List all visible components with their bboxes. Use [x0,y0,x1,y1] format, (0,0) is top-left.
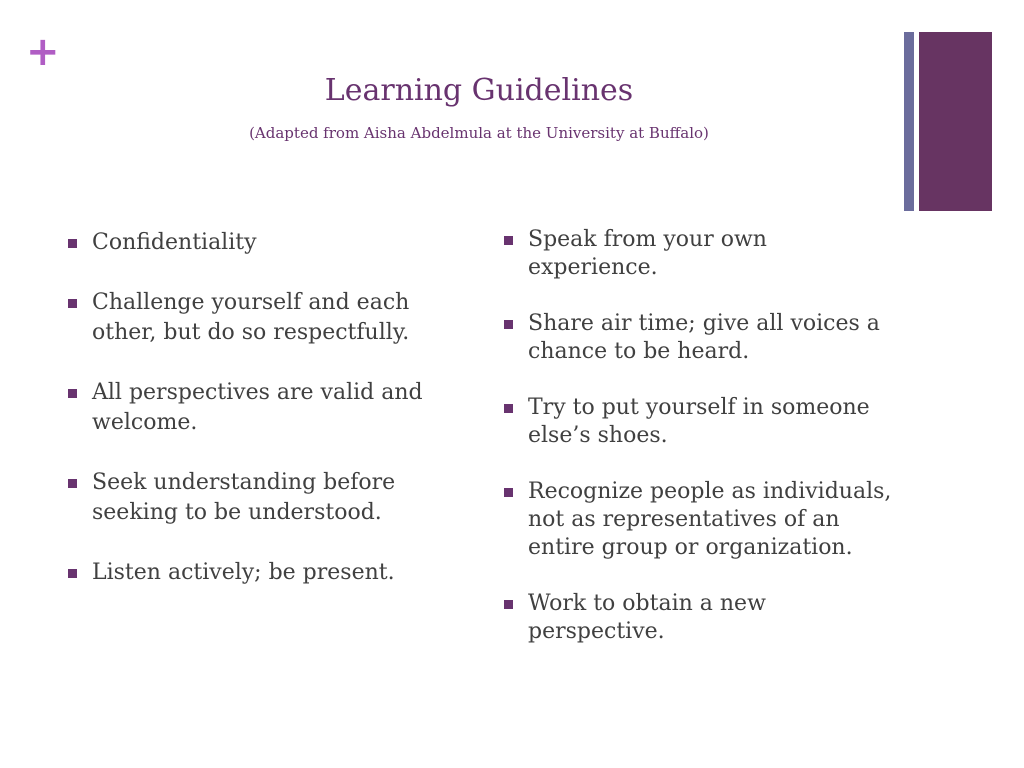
slide-subtitle: (Adapted from Aisha Abdelmula at the University at Buffalo) [249,124,709,142]
bullet-text: Work to obtain a new perspective. [528,591,766,644]
bullet-item [503,590,903,646]
square-bullet-icon [504,600,513,609]
bullet-text: Try to put yourself in someone else’s shoes. [528,395,870,448]
square-bullet-icon [504,236,513,245]
bullet-item [503,310,903,366]
plus-icon: + [26,29,60,75]
square-bullet-icon [68,569,77,578]
square-bullet-icon [504,404,513,413]
bullet-item [503,478,903,562]
bullet-text: Confidentiality [92,230,257,255]
bullet-item [67,558,447,589]
decorative-bar-thick [919,32,992,211]
square-bullet-icon [68,299,77,308]
decorative-bar-thin [904,32,914,211]
bullet-item [503,226,903,282]
bullet-text: Seek understanding before seeking to be understood. [92,469,396,525]
bullet-text: Recognize people as individuals, not as representatives of an entire group or organization. [528,479,892,560]
square-bullet-icon [68,239,77,248]
bullet-item [67,378,447,439]
bullet-text: Challenge yourself and each other, but do so respectfully. [92,289,410,345]
bullet-text: Share air time; give all voices a chance to be heard. [528,311,880,364]
square-bullet-icon [504,488,513,497]
square-bullet-icon [504,320,513,329]
bullet-item [67,468,447,529]
square-bullet-icon [68,479,77,488]
bullet-text: Speak from your own experience. [528,227,767,280]
bullet-item [503,394,903,450]
bullet-item [67,228,447,259]
bullet-text: Listen actively; be present. [92,559,395,585]
slide-title: Learning Guidelines [324,73,634,108]
bullet-item [67,288,447,349]
left-bullet-list [67,228,447,617]
right-bullet-list [503,226,903,674]
bullet-text: All perspectives are valid and welcome. [92,379,423,435]
square-bullet-icon [68,389,77,398]
